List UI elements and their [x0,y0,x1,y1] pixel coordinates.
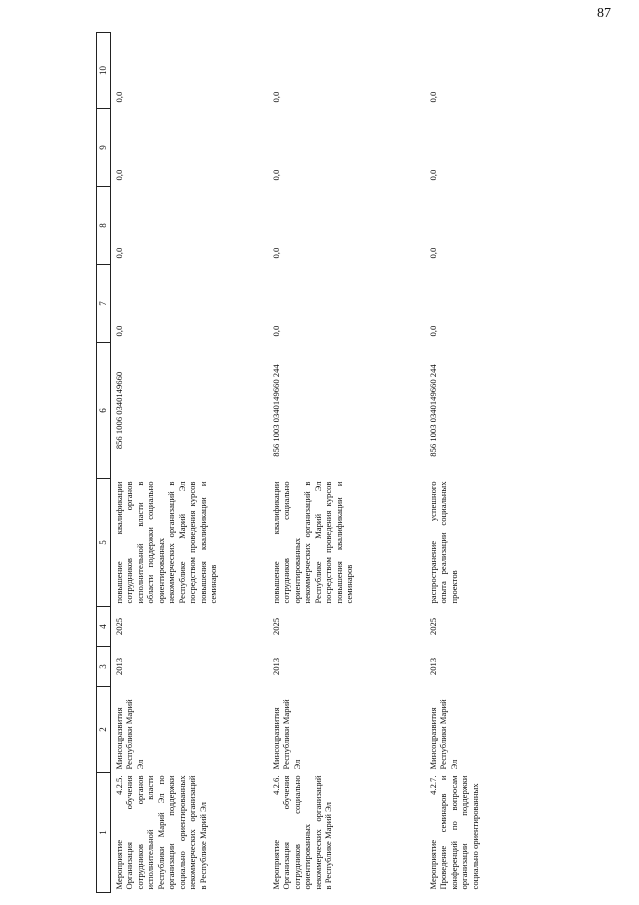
event-name: Мероприятие 4.2.6. Организация обучения сотрудников социально ориентированных некоммерческих организаций в Республике Марий Эл [271,775,334,890]
value-col-10: 0,0 [114,91,124,103]
end-year: 2025 [428,617,438,636]
value-col-7: 0,0 [271,325,281,337]
end-year: 2025 [271,617,281,636]
executor: Минсоцразвития Республики Марий Эл [428,699,459,770]
header-cell-6: 6 [97,343,111,479]
value-col-10: 0,0 [271,91,281,103]
start-year: 2013 [271,657,281,676]
table-row [268,33,425,893]
header-cell-7: 7 [97,265,111,343]
value-col-7: 0,0 [114,325,124,337]
header-cell-10: 10 [97,33,111,109]
value-col-8: 0,0 [114,247,124,259]
expected-result: распространение успешного опыта реализации социальных проектов [428,481,459,604]
page-number: 87 [597,6,611,21]
value-col-9: 0,0 [428,169,438,181]
header-cell-1: 1 [97,773,111,893]
value-col-10: 0,0 [428,91,438,103]
event-name: Мероприятие 4.2.5. Организация обучения сотрудников органов исполнительной власти Республики Марий Эл по организации поддержки социально ориентированных некоммерческих организаций в Республике Марий Эл [114,775,208,890]
event-name: Мероприятие 4.2.7. Проведение семинаров и конференций по вопросам организации поддержки социально ориентированных [428,775,480,890]
start-year: 2013 [428,657,438,676]
header-cell-8: 8 [97,187,111,265]
header-cell-4: 4 [97,607,111,647]
executor: Минсоцразвития Республики Марий Эл [114,699,145,770]
value-col-9: 0,0 [114,169,124,181]
header-cell-3: 3 [97,647,111,687]
budget-code: 856 1006 0340149660 [114,371,124,450]
table-row [111,33,269,893]
header-cell-5: 5 [97,479,111,607]
end-year: 2025 [114,617,124,636]
start-year: 2013 [114,657,124,676]
expected-result: повышение квалификации сотрудников органов исполнительной власти в области поддержки социально ориентированных некоммерческих организаций в Республике Марий Эл посредством проведения курсов повышения квалификации и семинаров [114,481,219,604]
budget-code: 856 1003 0340149660 244 [428,364,438,457]
executor: Минсоцразвития Республики Марий Эл [271,699,302,770]
budget-code: 856 1003 0340149660 244 [271,364,281,457]
header-cell-9: 9 [97,109,111,187]
table-row [425,33,582,893]
value-col-8: 0,0 [428,247,438,259]
value-col-7: 0,0 [428,325,438,337]
rotated-table-container [96,33,616,893]
value-col-9: 0,0 [271,169,281,181]
header-cell-2: 2 [97,687,111,773]
value-col-8: 0,0 [271,247,281,259]
header-row [97,33,111,893]
expected-result: повышение квалификации сотрудников социально ориентированных некоммерческих организаций в Республике Марий Эл посредством проведения курсов повышения квалификации и семинаров [271,481,355,604]
program-table [96,32,582,893]
